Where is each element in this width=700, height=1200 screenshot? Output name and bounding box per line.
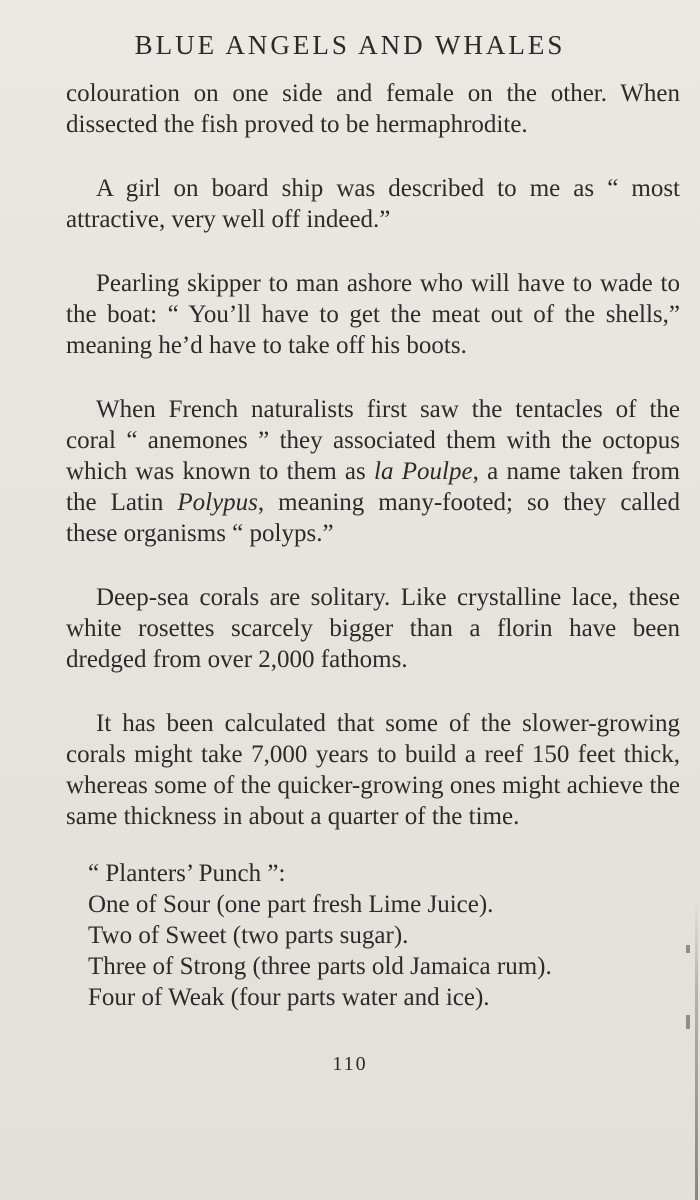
page-edge-mark bbox=[686, 1015, 690, 1029]
italic-term: la Poulpe bbox=[374, 458, 473, 485]
paragraph-colouration: colouration on one side and female on the other. When dissected the fish proved to be hermaphrodite. bbox=[66, 80, 680, 138]
recipe-line: Four of Weak (four parts water and ice). bbox=[88, 984, 490, 1011]
running-head: BLUE ANGELS AND WHALES bbox=[134, 30, 566, 60]
page-number: 110 bbox=[332, 1053, 368, 1075]
paragraph-girl-on-ship: A girl on board ship was described to me as “ most attractive, very well off indeed.” bbox=[66, 175, 680, 233]
recipe-line: Two of Sweet (two parts sugar). bbox=[88, 922, 409, 949]
planters-punch-recipe bbox=[88, 858, 680, 1013]
paragraph-text: When French naturalists first saw the tentacles of the coral “ anemones ” they associated them with the octopus which was known to them as bbox=[66, 396, 680, 485]
paragraph-french-naturalists bbox=[66, 394, 680, 549]
page-body bbox=[66, 78, 680, 1013]
paragraph-text: , a name taken from the Latin bbox=[66, 458, 680, 516]
page-edge-mark bbox=[686, 945, 690, 953]
recipe-line: One of Sour (one part fresh Lime Juice). bbox=[88, 891, 494, 918]
paragraph-coral-growth: It has been calculated that some of the slower-growing corals might take 7,000 years to build a reef 150 feet thick, whereas some of the quicker-growing ones might achieve the same thickness in about a quarter of the time. bbox=[66, 710, 680, 830]
paragraph-deep-sea-corals: Deep-sea corals are solitary. Like crystalline lace, these white rosettes scarcely bigger than a florin have been dredged from over 2,000 fathoms. bbox=[66, 584, 680, 673]
italic-term: Polypus bbox=[177, 489, 258, 516]
paragraph-text: , meaning many-footed; so they called these organisms “ polyps.” bbox=[66, 489, 680, 547]
paragraph-pearling-skipper: Pearling skipper to man ashore who will have to wade to the boat: “ You’ll have to get the meat out of the shells,” meaning he’d have to take off his boots. bbox=[66, 270, 680, 359]
recipe-title: “ Planters’ Punch ”: bbox=[88, 860, 286, 887]
page-edge-shadow bbox=[695, 900, 698, 1200]
recipe-line: Three of Strong (three parts old Jamaica rum). bbox=[88, 953, 552, 980]
